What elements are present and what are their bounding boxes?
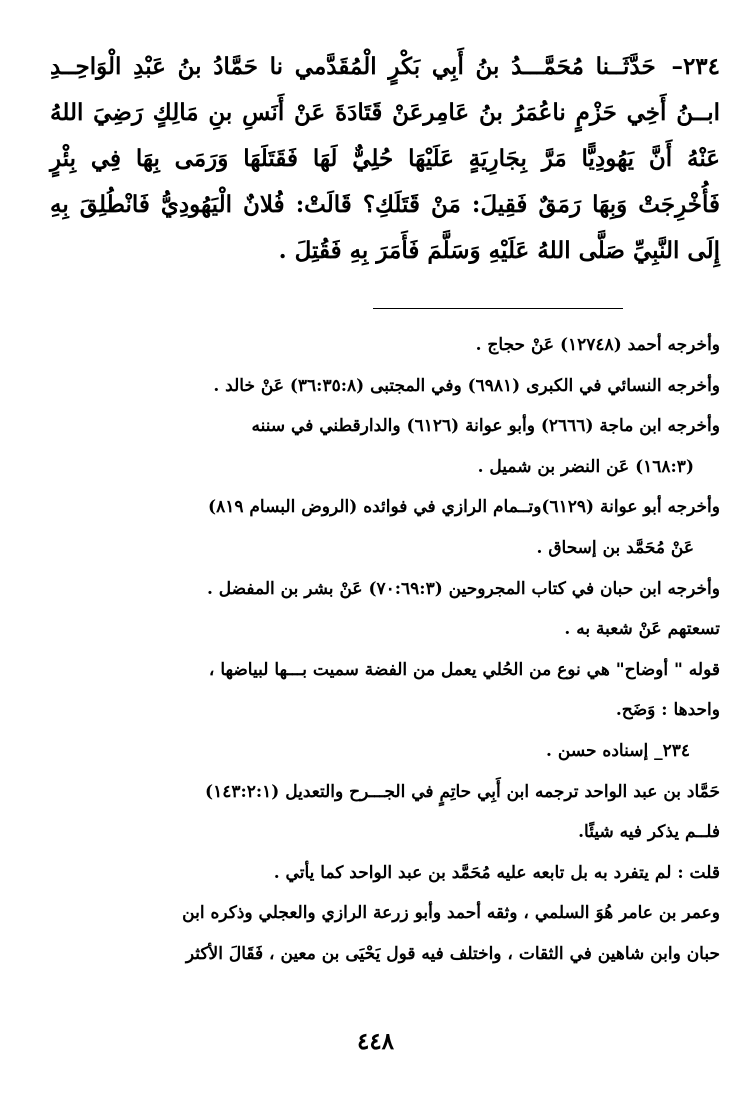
footnote-line: وعمر بن عامر هُوَ السلمي ، وثقه أحمد وأبو زرعة الرازي والعجلي وذكره ابن <box>182 903 720 924</box>
hadith-number: ٢٣٤– <box>671 53 720 80</box>
footnote-line: وأخرجه أبو عوانة (٦١٢٩)وتــمام الرازي في فوائده (الروض البسام ٨١٩) <box>208 497 720 518</box>
footnote-line: حَمَّاد بن عبد الواحد ترجمه ابن أَبِي حاتِمٍ في الجـــرح والتعديل (١٤٣:٢:١) <box>205 781 720 802</box>
footnote-line: وأخرجه ابن حبان في كتاب المجروحين (٧٠:٦٩:٣) عَنْ بشر بن المفضل . <box>206 578 720 599</box>
footnote-line: وأخرجه ابن ماجة (٢٦٦٦) وأبو عوانة (٦١٢٦) والدارقطني في سننه <box>251 416 720 437</box>
footnote-line: (١٦٨:٣) عَن النضر بن شميل . <box>477 456 694 477</box>
footnote-separator <box>373 308 623 309</box>
hadith-body: حَدَّثَــنا مُحَمَّـــدُ بنُ أَبِي بَكْرٍ الْمُقَدَّمي نا حَمَّادُ بنُ عَبْدِ الْوَاحِــدِ ابــنُ أَخِي حَزْمٍ ناعُمَرُ بنُ عَامِرعَنْ قَتَادَةَ عَنْ أَنَسِ بنِ مَالِكٍ رَضِيَ اللهُ عَنْهُ أَنَّ يَهُودِيًّا مَرَّ بِجَارِيَةٍ عَلَيْهَا حُلِيٌّ لَهَا فَقَتَلَهَا وَرَمَى بِهَا فِي بِئْرٍ فَأُخْرِجَتْ وَبِهَا رَمَقٌ فَقِيلَ: مَنْ قَتَلَكِ؟ قَالَتْ: فُلانٌ الْيَهُودِيُّ فَانْطُلِقَ بِهِ إِلَى النَّبِيِّ صَلَّى اللهُ عَلَيْهِ وَسَلَّمَ فَأَمَرَ بِهِ فَقُتِلَ . <box>50 53 720 264</box>
footnote-line: تسعتهم عَنْ شعبة به . <box>564 619 720 640</box>
footnote-line: وأخرجه أحمد (١٢٧٤٨) عَنْ حجاج . <box>475 335 720 355</box>
footnote-line: حبان وابن شاهين في الثقات ، واختلف فيه قول يَحْيَى بن معين ، فَقَالَ الأكثر <box>185 943 720 964</box>
footnote-line: وأخرجه النسائي في الكبرى (٦٩٨١) وفي المجتبى (٣٦:٣٥:٨) عَنْ خالد . <box>213 375 720 396</box>
footnote-line: قلت : لم يتفرد به بل تابعه عليه مُحَمَّد بن عبد الواحد كما يأتي . <box>273 862 720 883</box>
footnote-line: عَنْ مُحَمَّد بن إسحاق . <box>536 537 694 558</box>
page-number: ٤٤٨ <box>356 1028 395 1055</box>
footnote-line: قوله " أوضاح" هي نوع من الحُلي يعمل من الفضة سميت بـــها لبياضها ، <box>208 659 720 680</box>
footnote-line: فلــم يذكر فيه شيئًا. <box>578 822 720 843</box>
footnote-line: ٢٣٤_ إسناده حسن . <box>546 740 690 761</box>
footnotes <box>50 325 720 975</box>
footnote-line: واحدها : وَضَح. <box>615 700 720 721</box>
hadith-text-block <box>50 44 720 274</box>
